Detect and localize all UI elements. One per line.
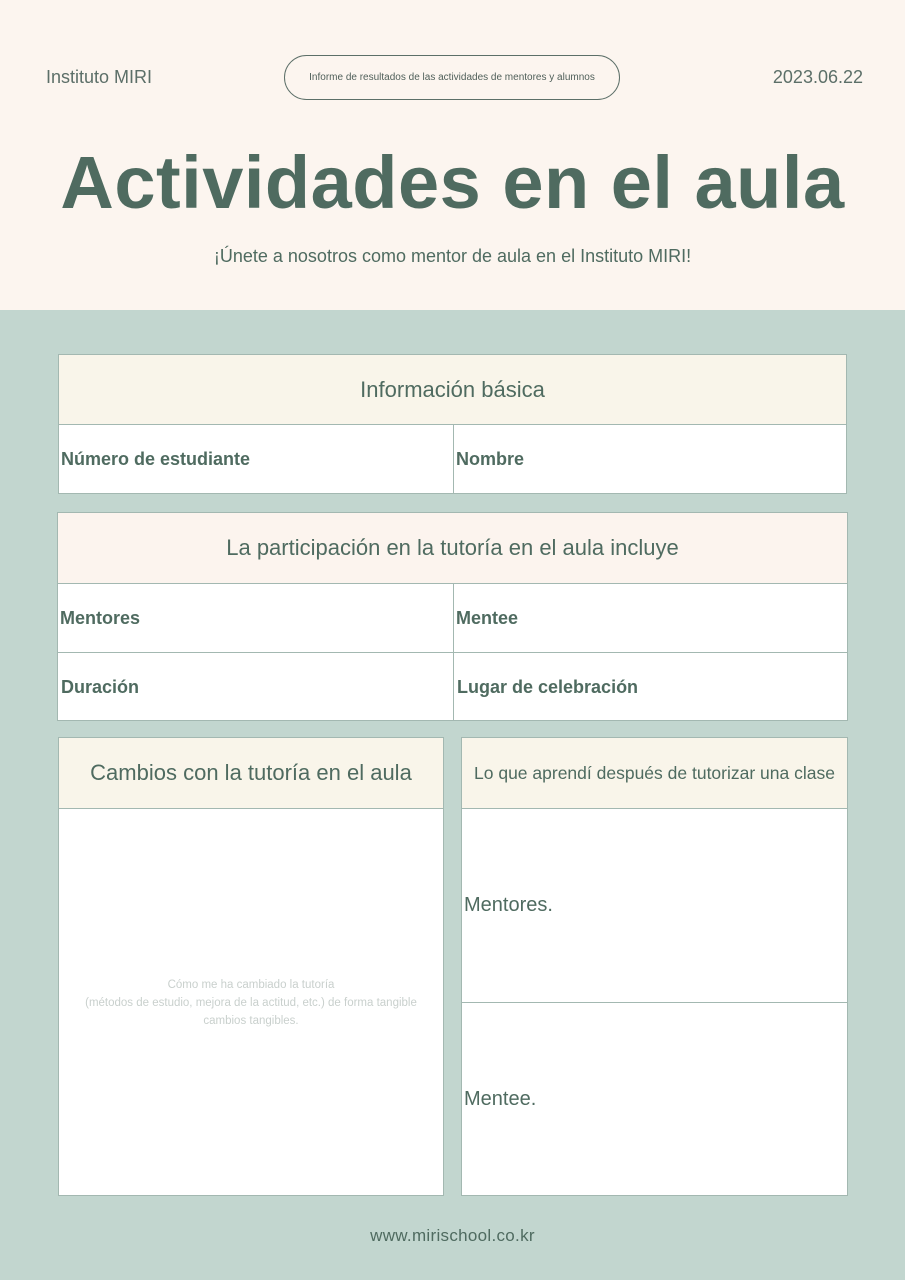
place-field[interactable]: Lugar de celebración [457, 676, 639, 697]
report-pill-label: Informe de resultados de las actividades de mentores y alumnos [284, 55, 620, 100]
changes-panel [58, 737, 444, 1196]
page-subtitle: ¡Únete a nosotros como mentor de aula en el Instituto MIRI! [213, 246, 692, 266]
mentee-field[interactable]: Mentee [456, 607, 519, 628]
header-section [0, 0, 905, 310]
basic-info-heading: Información básica [59, 355, 846, 425]
duration-field[interactable]: Duración [61, 676, 140, 697]
learned-heading: Lo que aprendí después de tutorizar una clase [462, 738, 847, 809]
footer-url: www.mirischool.co.kr [370, 1226, 535, 1245]
mentors-field[interactable]: Mentores [60, 607, 141, 628]
participation-heading: La participación en la tutoría en el aula incluye [58, 513, 847, 584]
basic-info-table [58, 354, 847, 494]
student-number-field[interactable]: Número de estudiante [61, 449, 251, 469]
changes-heading: Cambios con la tutoría en el aula [59, 738, 443, 809]
learned-panel [461, 737, 848, 1196]
participation-table [57, 512, 848, 721]
page-title: Actividades en el aula [60, 141, 845, 224]
report-date: 2023.06.22 [772, 67, 863, 87]
hint-line-2: (métodos de estudio, mejora de la actitud, etc.) de forma tangible [85, 997, 417, 1009]
hint-line-1: Cómo me ha cambiado la tutoría [167, 979, 335, 991]
org-name: Instituto MIRI [46, 67, 153, 87]
name-field[interactable]: Nombre [456, 449, 525, 469]
changes-placeholder[interactable] [59, 976, 443, 1030]
learned-mentee-field[interactable]: Mentee. [464, 1087, 537, 1110]
learned-mentors-field[interactable]: Mentores. [464, 894, 553, 916]
hint-line-3: cambios tangibles. [203, 1015, 299, 1027]
